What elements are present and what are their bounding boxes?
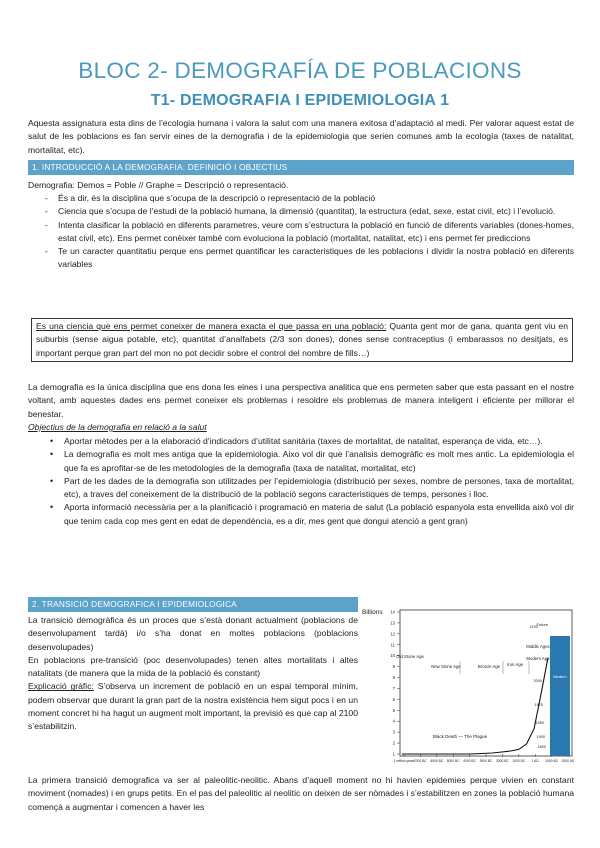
box-text: Quanta gent mor de gana, quanta gent viu en suburbis (sense aigua potable, etc), quantitat d’analfabets (2/3 son dones), dones sense contraceptius (i embarassos no desitjats, es important perque gran part del mon no pot decidir sobre el control del nombre de fills…) [36, 321, 568, 358]
era-label: Modern Age [526, 656, 550, 661]
document-title: BLOC 2- DEMOGRAFÍA DE POBLACIONS [78, 58, 522, 83]
section2-heading: 2. TRANSICIÓ DEMOGRAFICA I EPIDEMIOLOGICA [28, 597, 358, 612]
future-annotation: Future [536, 622, 548, 627]
x-tick-label: 1 million years [393, 759, 415, 763]
demography-paragraph: La demografia es la única disciplina que ens dona les eines i una perspectiva analitica que ens permeten saber que esta passant en el nostre voltant, amb aquestes dades ens permet coneixer els problemas i resoldre els problemas de manera inteligent i eficiente per millorar el benestar. [28, 382, 574, 419]
graphic-label: Explicació gràfic: [28, 681, 94, 692]
y-tick-label: 7 [392, 685, 395, 691]
x-tick-label: 1000 AD [545, 759, 558, 763]
y-tick-label: 12 [390, 631, 395, 637]
era-label: Middle Ages [526, 644, 550, 649]
year-label: 1800 [537, 745, 546, 749]
x-tick-label: 5000 BC [446, 759, 460, 763]
y-axis-label: Billions [362, 609, 383, 616]
highlight-box [31, 318, 573, 362]
transition-paragraph: La transició demogràfica és un proces que s’està donant actualment (poblacions de desenvolupament tardà) i/o s’ha donat en moltes poblacions (poblacions desenvolupades) [28, 615, 358, 652]
pre-transition-paragraph: En poblacions pre-transició (poc desenvolupades) tenen altes mortalitats i altes natalitats (de manera que la mida de la població és constant) [28, 654, 358, 679]
era-label: New Stone Age [431, 664, 461, 669]
x-tick-label: 3000 BC [479, 759, 493, 763]
plague-annotation: Black Death — The Plague [432, 734, 488, 739]
list-item: • Aportar mètodes per a la elaboració d’indicadors d’utilitat sanitària (taxes de mortalitat, de natalitat, esperança de vida, etc…). [28, 435, 574, 448]
list-item: - Ciencia que s’ocupa de l’estudi de la població humana, la dimensió (quantitat), la estructura (edat, sexe, estat civil, etc) i l’evolució. [28, 205, 574, 218]
x-tick-label: 4000 BC [463, 759, 477, 763]
graphic-explanation [28, 680, 358, 733]
final-paragraph: La primera transició demografica va ser al paleolitic-neolitic. Abans d’aquell moment no hi havien epidemies perque vivien en constant moviment (nomades) i en grups petits. En el pas del paleolitic al neolitic on deixen de ser nòmades i s’estabilitzen en zones la població humana començà a augmentar i comencen a haver les [28, 775, 575, 812]
era-label: Iron Age [506, 662, 524, 667]
y-tick-label: 10 [390, 653, 395, 659]
y-tick-label: 1 [392, 751, 395, 757]
y-tick-label: 6 [392, 696, 395, 702]
box-lead: Es una ciencia que ens permet coneixer de manera exacta el que passa en una població: [36, 321, 387, 331]
modern-bar-label: Modern [553, 674, 567, 679]
list-item: - És a dir, és la disciplina que s’ocupa de la descripció o representació de la població [28, 192, 574, 205]
year-label: 1900 [536, 735, 545, 739]
year-label: 1975 [534, 703, 543, 707]
x-tick-label: 2000 AD [561, 759, 574, 763]
list-item: • Part de les dades de la demografia son utilitzades per l’epidemiologia (distribució per sexes, nombre de persones, taxa de mortalitat, etc), a traves del coneixement de la distribució de la població segons caracteristiques de temps, persones i lloc. [28, 475, 574, 502]
year-label: 2100 [529, 625, 538, 629]
x-tick-label: 2000 BC [495, 759, 509, 763]
x-tick-label: 1000 BC [512, 759, 526, 763]
section2-column [28, 614, 358, 734]
topic-title: T1- DEMOGRAFIA I EPIDEMIOLOGIA 1 [150, 92, 450, 109]
y-tick-label: 4 [392, 718, 395, 724]
objectives-heading: Objectius de la demografia en relació a la salut [28, 422, 207, 432]
year-label: 1950 [535, 721, 544, 725]
era-label: Old Stone Age [396, 654, 424, 659]
definition-list [28, 192, 574, 272]
y-tick-label: 5 [392, 707, 395, 713]
intro-paragraph: Aquesta assignatura esta dins de l’ecologia humana i valora la salut com una manera exitosa d’adaptació al medi. Per valorar aquest estat de salut de les poblacions es fan servir eines de la demografia i de la epidemiologia que serien comunes amb la ecología (taxes de natalitat, mortalitat, etc). [28, 118, 574, 155]
definition-line: Demografia: Demos = Poble // Graphe = Descripció o representació. [28, 180, 289, 190]
x-tick-label: 6000 BC [430, 759, 444, 763]
x-tick-label: 1 AD [531, 759, 539, 763]
y-tick-label: 2 [392, 740, 395, 746]
y-ticks [390, 610, 400, 757]
list-item: • Aporta informació necessària per a la planificació i programació en materia de salut (La població espanyola esta envellida això vol dir que tenim cada cop mes gent en edat de dependència, es a dir, mes gent que dongui atenció a gent gran) [28, 501, 574, 528]
y-tick-label: 13 [390, 620, 395, 626]
y-tick-label: 3 [392, 729, 395, 735]
x-tick-label: 7000 BC [413, 759, 427, 763]
y-tick-label: 11 [390, 642, 395, 648]
objectives-list [28, 435, 574, 528]
population-chart [362, 608, 574, 771]
y-tick-label: 9 [392, 664, 395, 670]
y-tick-label: 8 [392, 675, 395, 681]
era-label: Bronze Age [477, 664, 501, 669]
graphic-text: S’observa un increment de població en un espai temporal mínim, podem observar que durant la gran part de la nostra existència hem sigut pocs i en un moment concret hi ha hagut un augment molt important, la previsió es que cap al 2100 s’estabilitzin. [28, 681, 358, 732]
list-item: • La demografia es molt mes antiga que la epidemiologia. Aixo vol dir que l’analisis demogràfic es molt mes antic. La epidemiologia el que fa es aprofitar-se de les metodologies de la demografia (taxa de natalitat, mortalitat, etc) [28, 448, 574, 475]
list-item: - Intenta clasificar la població en diferents parametres, veure com s’estructura la població en funció de diferents variables (dones-homes, estat civil, etc). Ens permet conèixer també com evoluciona la població (mortalitat, natalitat, etc) i ens permet fer prediccions [28, 219, 574, 246]
modern-age-bar [550, 636, 570, 756]
year-label: 2000 [533, 679, 542, 683]
list-item: - Te un caracter quantitatiu perque ens permet quantificar les caracteristiques de les poblacions i dividir la nostra població en diferents variables [28, 245, 574, 272]
section1-heading: 1. INTRODUCCIÓ A LA DEMOGRAFIA: DEFINICIÓ I OBJECTIUS [28, 160, 574, 175]
y-tick-label: 14 [390, 609, 395, 615]
